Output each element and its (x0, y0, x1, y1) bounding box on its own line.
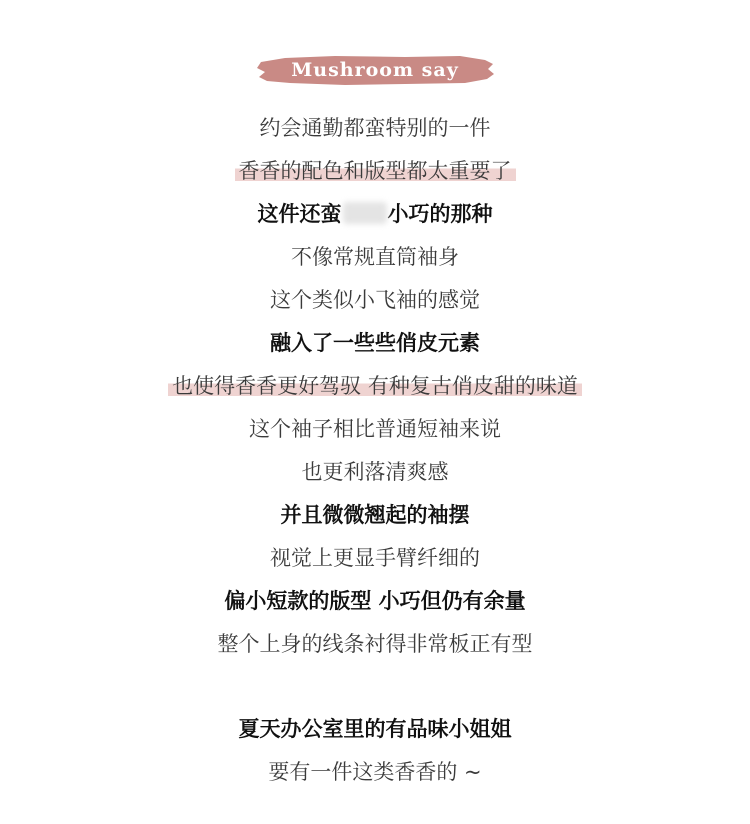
text-line-bold: 融入了一些些俏皮元素 (270, 331, 480, 355)
badge-label: Mushroom say (291, 59, 459, 81)
text-line-highlighted: 也使得香香更好驾驭 有种复古俏皮甜的味道 (0, 371, 750, 401)
text-line-bold: 偏小短款的版型 小巧但仍有余量 (224, 589, 526, 613)
text-line: 这个袖子相比普通短袖来说 (249, 417, 501, 441)
text-line-bold: 并且微微翘起的袖摆 (280, 503, 470, 527)
redacted-word (343, 202, 387, 224)
text-line-bold: 这件还蛮 小巧的那种 (257, 202, 493, 226)
text-line: 要有一件这类香香的 ~ (268, 760, 482, 784)
text-line: 整个上身的线条衬得非常板正有型 (217, 632, 533, 656)
text-line: 也更利落清爽感 (301, 460, 449, 484)
text-line: 视觉上更显手臂纤细的 (270, 546, 480, 570)
text-line: 这个类似小飞袖的感觉 (270, 288, 480, 312)
text-line: 约会通勤都蛮特别的一件 (259, 116, 491, 140)
mushroom-say-badge (255, 52, 495, 88)
text-line-highlighted: 香香的配色和版型都太重要了 (0, 156, 750, 186)
text-line: 不像常规直筒袖身 (291, 245, 459, 269)
text-line-bold: 夏天办公室里的有品味小姐姐 (238, 717, 512, 741)
